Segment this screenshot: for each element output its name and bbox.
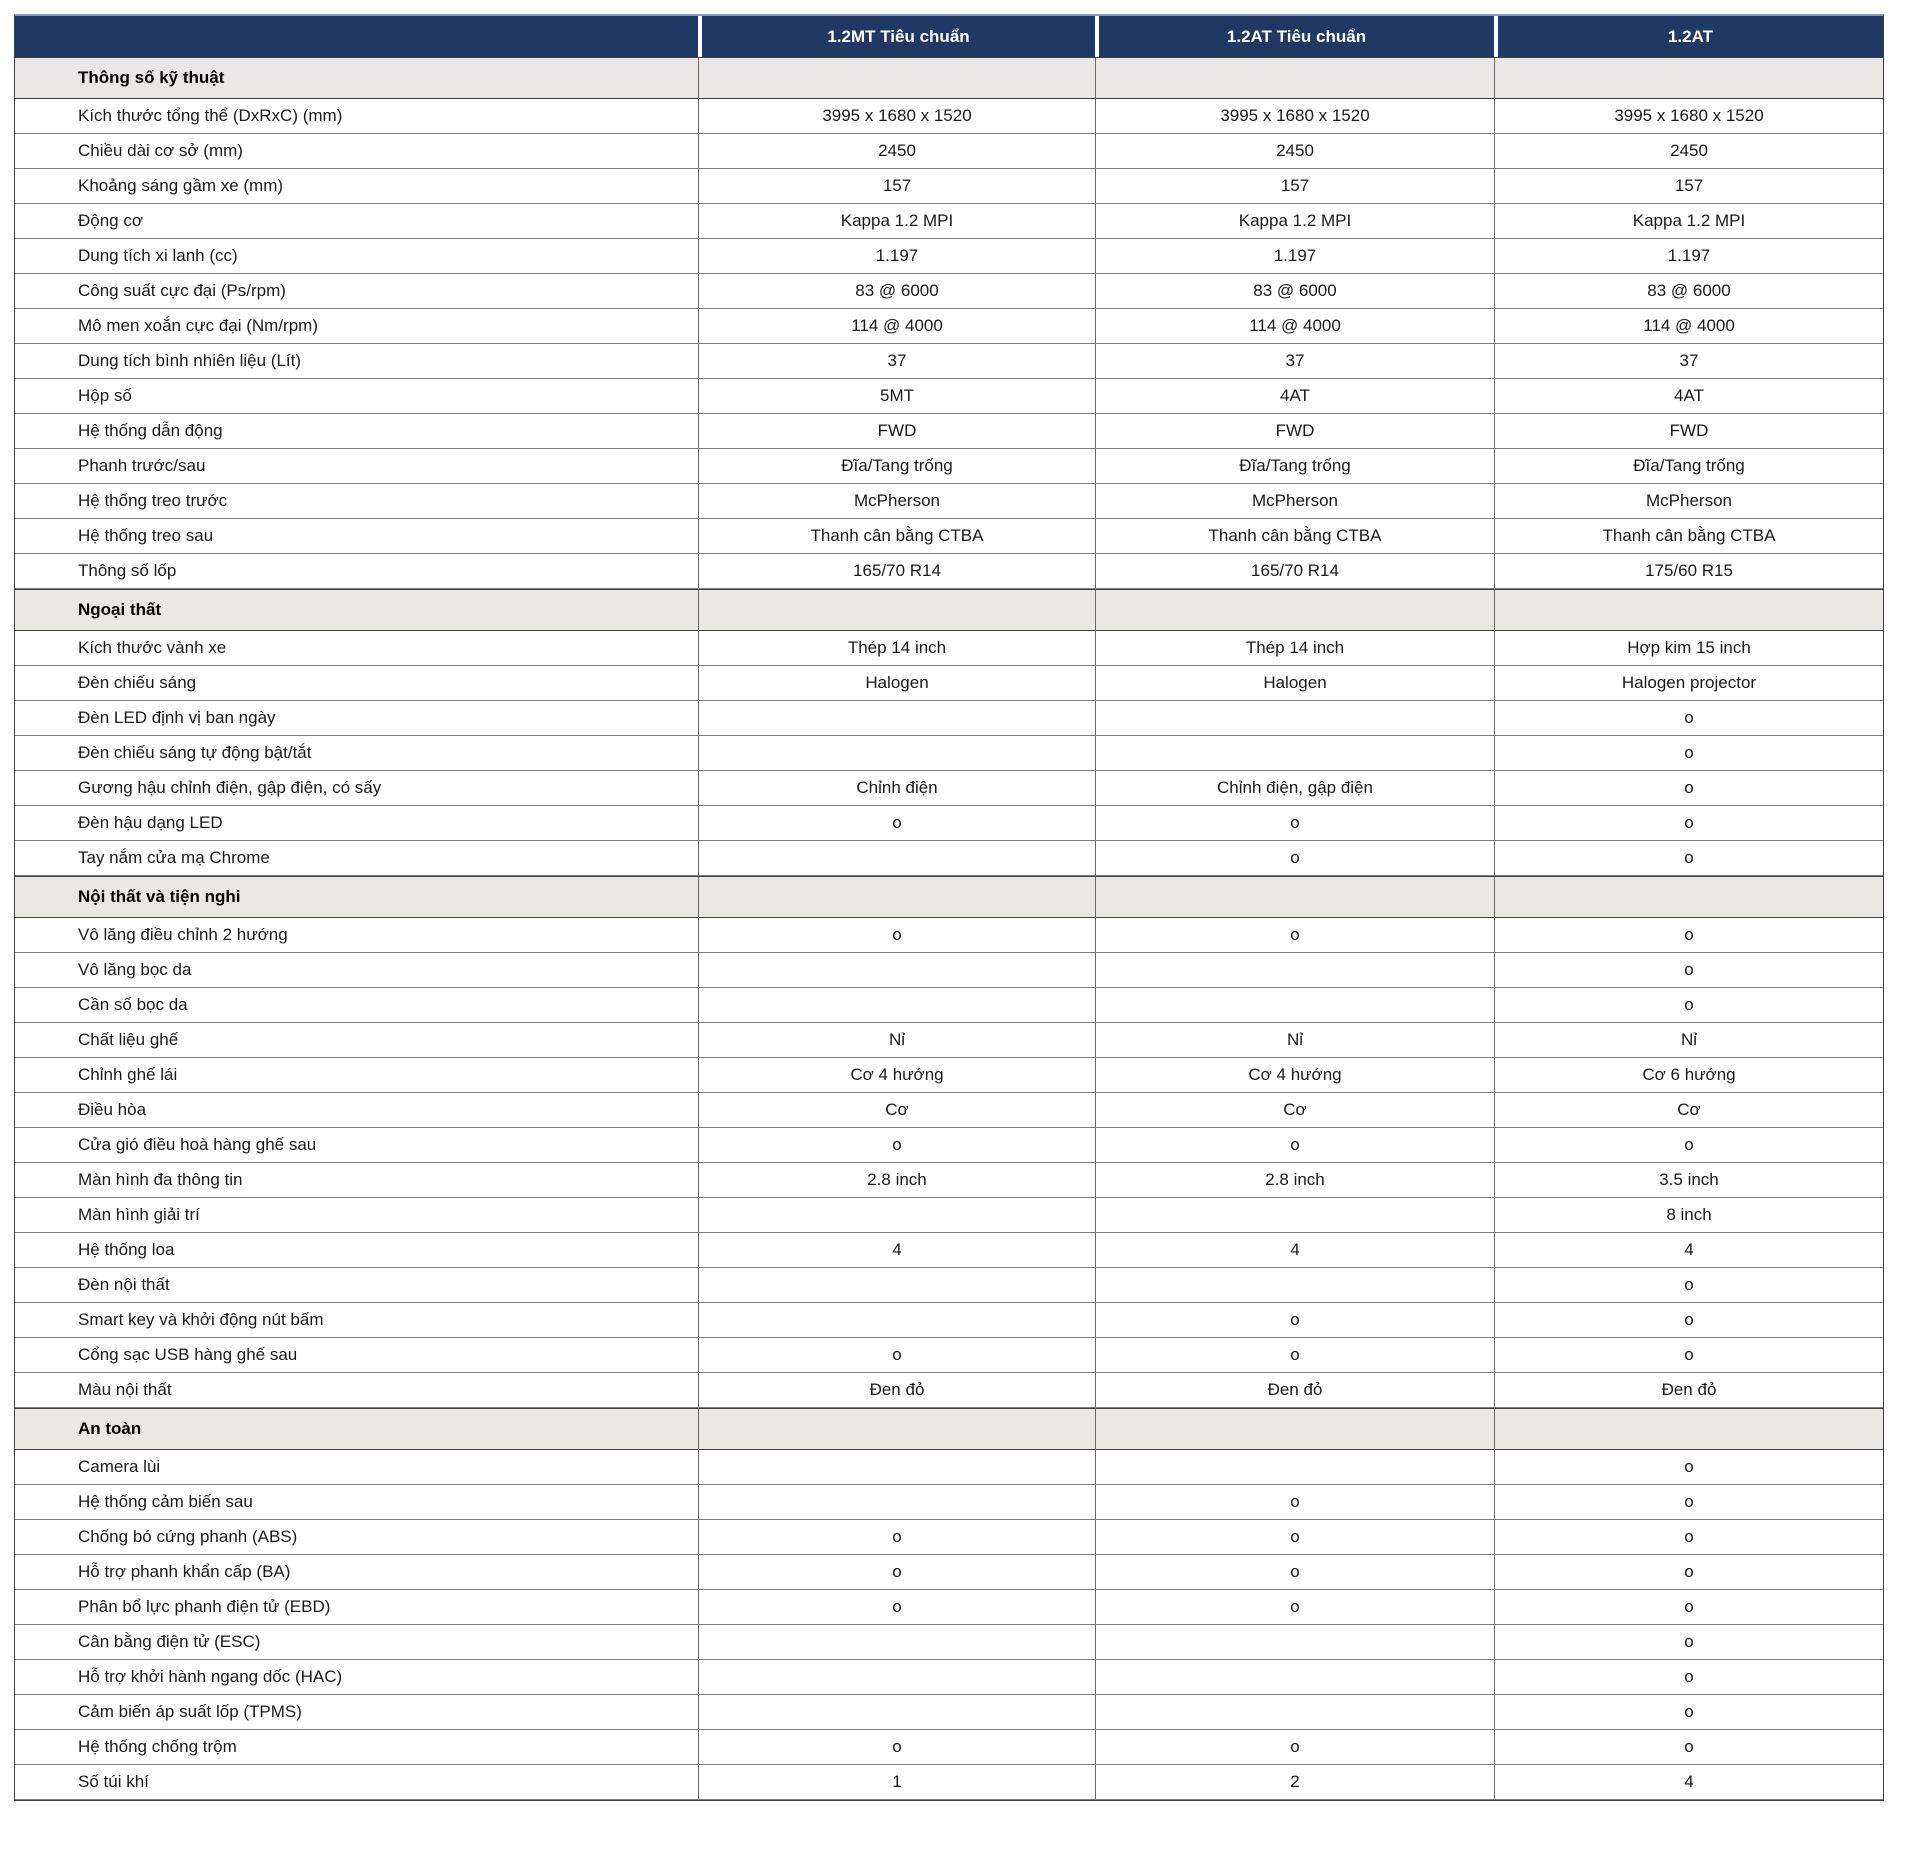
spec-value xyxy=(1095,953,1494,988)
spec-label: Cần số bọc da xyxy=(15,988,698,1023)
spec-value: Halogen projector xyxy=(1494,666,1883,701)
spec-value: Halogen xyxy=(698,666,1095,701)
spec-value: Đen đỏ xyxy=(698,1373,1095,1408)
spec-row xyxy=(15,666,1883,701)
spec-label: Smart key và khởi động nút bấm xyxy=(15,1303,698,1338)
spec-value: 2.8 inch xyxy=(1095,1163,1494,1198)
spec-value: o xyxy=(1494,1338,1883,1373)
spec-value: Thép 14 inch xyxy=(1095,631,1494,666)
section-cell-empty xyxy=(698,876,1095,918)
spec-row xyxy=(15,1555,1883,1590)
header-cell-variant-3: 1.2AT xyxy=(1494,16,1883,57)
spec-value: Nỉ xyxy=(1095,1023,1494,1058)
spec-row xyxy=(15,1520,1883,1555)
section-row xyxy=(15,57,1883,99)
spec-value: o xyxy=(1494,736,1883,771)
spec-value: 2.8 inch xyxy=(698,1163,1095,1198)
spec-label: Công suất cực đại (Ps/rpm) xyxy=(15,274,698,309)
spec-value: 83 @ 6000 xyxy=(1095,274,1494,309)
section-cell-empty xyxy=(1494,876,1883,918)
spec-value: 37 xyxy=(698,344,1095,379)
spec-value: o xyxy=(1494,1303,1883,1338)
spec-label: Đèn chiếu sáng tự động bật/tắt xyxy=(15,736,698,771)
spec-label: Dung tích xi lanh (cc) xyxy=(15,239,698,274)
spec-table-body xyxy=(15,57,1883,1800)
spec-table-header xyxy=(15,16,1883,57)
spec-value: 1.197 xyxy=(698,239,1095,274)
spec-label: Đèn hậu dạng LED xyxy=(15,806,698,841)
spec-label: Màn hình đa thông tin xyxy=(15,1163,698,1198)
spec-label: Phân bổ lực phanh điện tử (EBD) xyxy=(15,1590,698,1625)
section-title: Ngoại thất xyxy=(15,589,698,631)
spec-value: 4 xyxy=(698,1233,1095,1268)
spec-value: FWD xyxy=(1095,414,1494,449)
spec-row xyxy=(15,99,1883,134)
spec-value: Cơ xyxy=(1095,1093,1494,1128)
spec-value: o xyxy=(698,918,1095,953)
spec-row xyxy=(15,274,1883,309)
spec-value: 1.197 xyxy=(1095,239,1494,274)
spec-value: o xyxy=(1494,1660,1883,1695)
spec-value: Cơ xyxy=(698,1093,1095,1128)
spec-label: Hệ thống chống trộm xyxy=(15,1730,698,1765)
spec-row xyxy=(15,1660,1883,1695)
spec-value: 114 @ 4000 xyxy=(1095,309,1494,344)
spec-value: 2450 xyxy=(1494,134,1883,169)
spec-value: o xyxy=(1095,1128,1494,1163)
spec-value: o xyxy=(1494,1730,1883,1765)
spec-label: Hệ thống treo sau xyxy=(15,519,698,554)
spec-row xyxy=(15,1198,1883,1233)
spec-value xyxy=(1095,1450,1494,1485)
spec-row xyxy=(15,1590,1883,1625)
spec-value: o xyxy=(698,806,1095,841)
spec-label: Hệ thống dẫn động xyxy=(15,414,698,449)
section-title: An toàn xyxy=(15,1408,698,1450)
spec-label: Hỗ trợ phanh khẩn cấp (BA) xyxy=(15,1555,698,1590)
section-row xyxy=(15,876,1883,918)
spec-value: o xyxy=(1494,988,1883,1023)
header-row xyxy=(15,16,1883,57)
spec-value: Cơ 4 hướng xyxy=(1095,1058,1494,1093)
spec-row xyxy=(15,239,1883,274)
spec-value xyxy=(698,1303,1095,1338)
spec-row xyxy=(15,1625,1883,1660)
spec-label: Tay nắm cửa mạ Chrome xyxy=(15,841,698,876)
spec-value xyxy=(698,1450,1095,1485)
spec-value: McPherson xyxy=(698,484,1095,519)
spec-label: Đèn LED định vị ban ngày xyxy=(15,701,698,736)
spec-value: o xyxy=(1494,841,1883,876)
spec-label: Gương hậu chỉnh điện, gập điện, có sấy xyxy=(15,771,698,806)
spec-value: o xyxy=(1095,841,1494,876)
spec-value: o xyxy=(1494,1485,1883,1520)
spec-value: 165/70 R14 xyxy=(698,554,1095,589)
spec-value: Kappa 1.2 MPI xyxy=(698,204,1095,239)
spec-value xyxy=(1095,988,1494,1023)
spec-value xyxy=(698,1198,1095,1233)
spec-label: Camera lùi xyxy=(15,1450,698,1485)
spec-value: o xyxy=(1095,806,1494,841)
spec-value: 114 @ 4000 xyxy=(1494,309,1883,344)
spec-row xyxy=(15,484,1883,519)
spec-label: Hộp số xyxy=(15,379,698,414)
spec-value: Đĩa/Tang trống xyxy=(698,449,1095,484)
spec-row xyxy=(15,631,1883,666)
spec-value: 165/70 R14 xyxy=(1095,554,1494,589)
spec-value: o xyxy=(1095,1590,1494,1625)
spec-row xyxy=(15,134,1883,169)
spec-value: 8 inch xyxy=(1494,1198,1883,1233)
spec-value: 4AT xyxy=(1095,379,1494,414)
spec-value: Halogen xyxy=(1095,666,1494,701)
spec-value: 1.197 xyxy=(1494,239,1883,274)
spec-label: Hỗ trợ khởi hành ngang dốc (HAC) xyxy=(15,1660,698,1695)
spec-row xyxy=(15,1450,1883,1485)
spec-value: o xyxy=(698,1555,1095,1590)
spec-value: o xyxy=(1494,1695,1883,1730)
spec-row xyxy=(15,988,1883,1023)
spec-value: Nỉ xyxy=(698,1023,1095,1058)
spec-value: Cơ xyxy=(1494,1093,1883,1128)
spec-label: Đèn nội thất xyxy=(15,1268,698,1303)
spec-value: Đĩa/Tang trống xyxy=(1095,449,1494,484)
spec-value: o xyxy=(1095,918,1494,953)
spec-row xyxy=(15,1023,1883,1058)
spec-value xyxy=(698,736,1095,771)
header-cell-variant-2: 1.2AT Tiêu chuẩn xyxy=(1095,16,1494,57)
spec-value: o xyxy=(1095,1555,1494,1590)
spec-value xyxy=(698,1660,1095,1695)
spec-value xyxy=(1095,1198,1494,1233)
spec-value: 83 @ 6000 xyxy=(698,274,1095,309)
spec-value: 4 xyxy=(1095,1233,1494,1268)
section-cell-empty xyxy=(698,589,1095,631)
spec-value: McPherson xyxy=(1494,484,1883,519)
spec-value xyxy=(698,841,1095,876)
spec-value: 175/60 R15 xyxy=(1494,554,1883,589)
spec-label: Màn hình giải trí xyxy=(15,1198,698,1233)
spec-value xyxy=(698,988,1095,1023)
section-title: Nội thất và tiện nghi xyxy=(15,876,698,918)
spec-value: Thanh cân bằng CTBA xyxy=(1494,519,1883,554)
spec-row xyxy=(15,1163,1883,1198)
spec-value: 83 @ 6000 xyxy=(1494,274,1883,309)
spec-label: Vô lăng bọc da xyxy=(15,953,698,988)
spec-row xyxy=(15,701,1883,736)
spec-value: 3995 x 1680 x 1520 xyxy=(1095,99,1494,134)
spec-value xyxy=(1095,1625,1494,1660)
spec-value: 1 xyxy=(698,1765,1095,1800)
spec-value: Đen đỏ xyxy=(1095,1373,1494,1408)
spec-label: Cửa gió điều hoà hàng ghế sau xyxy=(15,1128,698,1163)
spec-value: 3995 x 1680 x 1520 xyxy=(1494,99,1883,134)
spec-label: Số túi khí xyxy=(15,1765,698,1800)
spec-value xyxy=(698,953,1095,988)
spec-value: o xyxy=(1095,1520,1494,1555)
spec-value: Chỉnh điện, gập điện xyxy=(1095,771,1494,806)
section-cell-empty xyxy=(698,57,1095,99)
spec-value xyxy=(698,1625,1095,1660)
spec-value: 2450 xyxy=(1095,134,1494,169)
spec-value: o xyxy=(1494,1590,1883,1625)
spec-label: Dung tích bình nhiên liệu (Lít) xyxy=(15,344,698,379)
spec-label: Mô men xoắn cực đại (Nm/rpm) xyxy=(15,309,698,344)
spec-value: 157 xyxy=(1095,169,1494,204)
spec-value: McPherson xyxy=(1095,484,1494,519)
spec-value: 4 xyxy=(1494,1233,1883,1268)
spec-value: o xyxy=(1095,1338,1494,1373)
section-cell-empty xyxy=(1095,876,1494,918)
spec-value xyxy=(1095,1695,1494,1730)
spec-value: Cơ 6 hướng xyxy=(1494,1058,1883,1093)
spec-label: Chỉnh ghế lái xyxy=(15,1058,698,1093)
spec-value xyxy=(1095,701,1494,736)
spec-value: Kappa 1.2 MPI xyxy=(1494,204,1883,239)
section-row xyxy=(15,589,1883,631)
section-cell-empty xyxy=(1095,589,1494,631)
spec-value: o xyxy=(1494,1268,1883,1303)
spec-value: FWD xyxy=(1494,414,1883,449)
spec-value: 4AT xyxy=(1494,379,1883,414)
spec-value xyxy=(698,701,1095,736)
spec-label: Vô lăng điều chỉnh 2 hướng xyxy=(15,918,698,953)
header-cell-variant-1: 1.2MT Tiêu chuẩn xyxy=(698,16,1095,57)
spec-row xyxy=(15,1128,1883,1163)
spec-row xyxy=(15,414,1883,449)
spec-row xyxy=(15,554,1883,589)
spec-row xyxy=(15,1695,1883,1730)
section-cell-empty xyxy=(1494,57,1883,99)
spec-label: Cân bằng điện tử (ESC) xyxy=(15,1625,698,1660)
spec-value xyxy=(698,1485,1095,1520)
spec-label: Chiều dài cơ sở (mm) xyxy=(15,134,698,169)
spec-label: Hệ thống loa xyxy=(15,1233,698,1268)
spec-value: o xyxy=(1095,1485,1494,1520)
spec-value: 4 xyxy=(1494,1765,1883,1800)
spec-value: Đen đỏ xyxy=(1494,1373,1883,1408)
spec-label: Điều hòa xyxy=(15,1093,698,1128)
spec-row xyxy=(15,1268,1883,1303)
spec-value: Hợp kim 15 inch xyxy=(1494,631,1883,666)
spec-value: FWD xyxy=(698,414,1095,449)
spec-value: Thanh cân bằng CTBA xyxy=(1095,519,1494,554)
spec-value: Kappa 1.2 MPI xyxy=(1095,204,1494,239)
spec-row xyxy=(15,1058,1883,1093)
spec-value xyxy=(1095,1660,1494,1695)
spec-label: Chống bó cứng phanh (ABS) xyxy=(15,1520,698,1555)
spec-row xyxy=(15,1730,1883,1765)
spec-value: o xyxy=(1494,701,1883,736)
spec-value: Nỉ xyxy=(1494,1023,1883,1058)
spec-value: o xyxy=(1494,1520,1883,1555)
spec-value: Thanh cân bằng CTBA xyxy=(698,519,1095,554)
spec-value: o xyxy=(1494,1625,1883,1660)
spec-row xyxy=(15,1233,1883,1268)
spec-row xyxy=(15,806,1883,841)
spec-label: Chất liệu ghế xyxy=(15,1023,698,1058)
spec-value: o xyxy=(1095,1730,1494,1765)
spec-row xyxy=(15,841,1883,876)
spec-value: o xyxy=(1494,1450,1883,1485)
spec-value: o xyxy=(1494,771,1883,806)
spec-value: 2 xyxy=(1095,1765,1494,1800)
spec-row xyxy=(15,1373,1883,1408)
spec-row xyxy=(15,519,1883,554)
spec-value: Cơ 4 hướng xyxy=(698,1058,1095,1093)
spec-value: o xyxy=(698,1730,1095,1765)
section-cell-empty xyxy=(1494,589,1883,631)
section-cell-empty xyxy=(1095,1408,1494,1450)
spec-value: 3.5 inch xyxy=(1494,1163,1883,1198)
spec-row xyxy=(15,771,1883,806)
spec-row xyxy=(15,1485,1883,1520)
section-row xyxy=(15,1408,1883,1450)
spec-label: Đèn chiếu sáng xyxy=(15,666,698,701)
section-cell-empty xyxy=(1095,57,1494,99)
spec-row xyxy=(15,344,1883,379)
spec-label: Cổng sạc USB hàng ghế sau xyxy=(15,1338,698,1373)
spec-row xyxy=(15,309,1883,344)
spec-label: Thông số lốp xyxy=(15,554,698,589)
spec-row xyxy=(15,379,1883,414)
spec-label: Cảm biến áp suất lốp (TPMS) xyxy=(15,1695,698,1730)
spec-value: o xyxy=(1494,1128,1883,1163)
spec-row xyxy=(15,1765,1883,1800)
spec-value: Đĩa/Tang trống xyxy=(1494,449,1883,484)
spec-value: o xyxy=(1494,1555,1883,1590)
spec-label: Kích thước tổng thể (DxRxC) (mm) xyxy=(15,99,698,134)
spec-table xyxy=(14,14,1884,1801)
spec-value: 114 @ 4000 xyxy=(698,309,1095,344)
section-cell-empty xyxy=(698,1408,1095,1450)
spec-value: o xyxy=(698,1520,1095,1555)
spec-row xyxy=(15,1303,1883,1338)
spec-value: Thép 14 inch xyxy=(698,631,1095,666)
spec-value: o xyxy=(1494,806,1883,841)
spec-value: o xyxy=(698,1338,1095,1373)
spec-label: Hệ thống cảm biến sau xyxy=(15,1485,698,1520)
spec-value: 37 xyxy=(1494,344,1883,379)
spec-label: Phanh trước/sau xyxy=(15,449,698,484)
spec-row xyxy=(15,204,1883,239)
spec-value: 157 xyxy=(698,169,1095,204)
spec-label: Hệ thống treo trước xyxy=(15,484,698,519)
spec-label: Kích thước vành xe xyxy=(15,631,698,666)
spec-value: 5MT xyxy=(698,379,1095,414)
spec-row xyxy=(15,953,1883,988)
header-cell-empty xyxy=(15,16,698,57)
spec-value: o xyxy=(698,1128,1095,1163)
spec-value xyxy=(1095,736,1494,771)
spec-value: 157 xyxy=(1494,169,1883,204)
spec-value: o xyxy=(1095,1303,1494,1338)
spec-value xyxy=(1095,1268,1494,1303)
spec-value: o xyxy=(1494,918,1883,953)
spec-row xyxy=(15,736,1883,771)
spec-row xyxy=(15,1338,1883,1373)
spec-label: Màu nội thất xyxy=(15,1373,698,1408)
spec-value: o xyxy=(698,1590,1095,1625)
section-cell-empty xyxy=(1494,1408,1883,1450)
spec-value: Chỉnh điện xyxy=(698,771,1095,806)
spec-value: o xyxy=(1494,953,1883,988)
section-title: Thông số kỹ thuật xyxy=(15,57,698,99)
spec-label: Động cơ xyxy=(15,204,698,239)
spec-row xyxy=(15,1093,1883,1128)
spec-value xyxy=(698,1695,1095,1730)
spec-value xyxy=(698,1268,1095,1303)
spec-value: 3995 x 1680 x 1520 xyxy=(698,99,1095,134)
spec-row xyxy=(15,449,1883,484)
spec-value: 2450 xyxy=(698,134,1095,169)
spec-value: 37 xyxy=(1095,344,1494,379)
spec-label: Khoảng sáng gầm xe (mm) xyxy=(15,169,698,204)
spec-row xyxy=(15,169,1883,204)
spec-row xyxy=(15,918,1883,953)
